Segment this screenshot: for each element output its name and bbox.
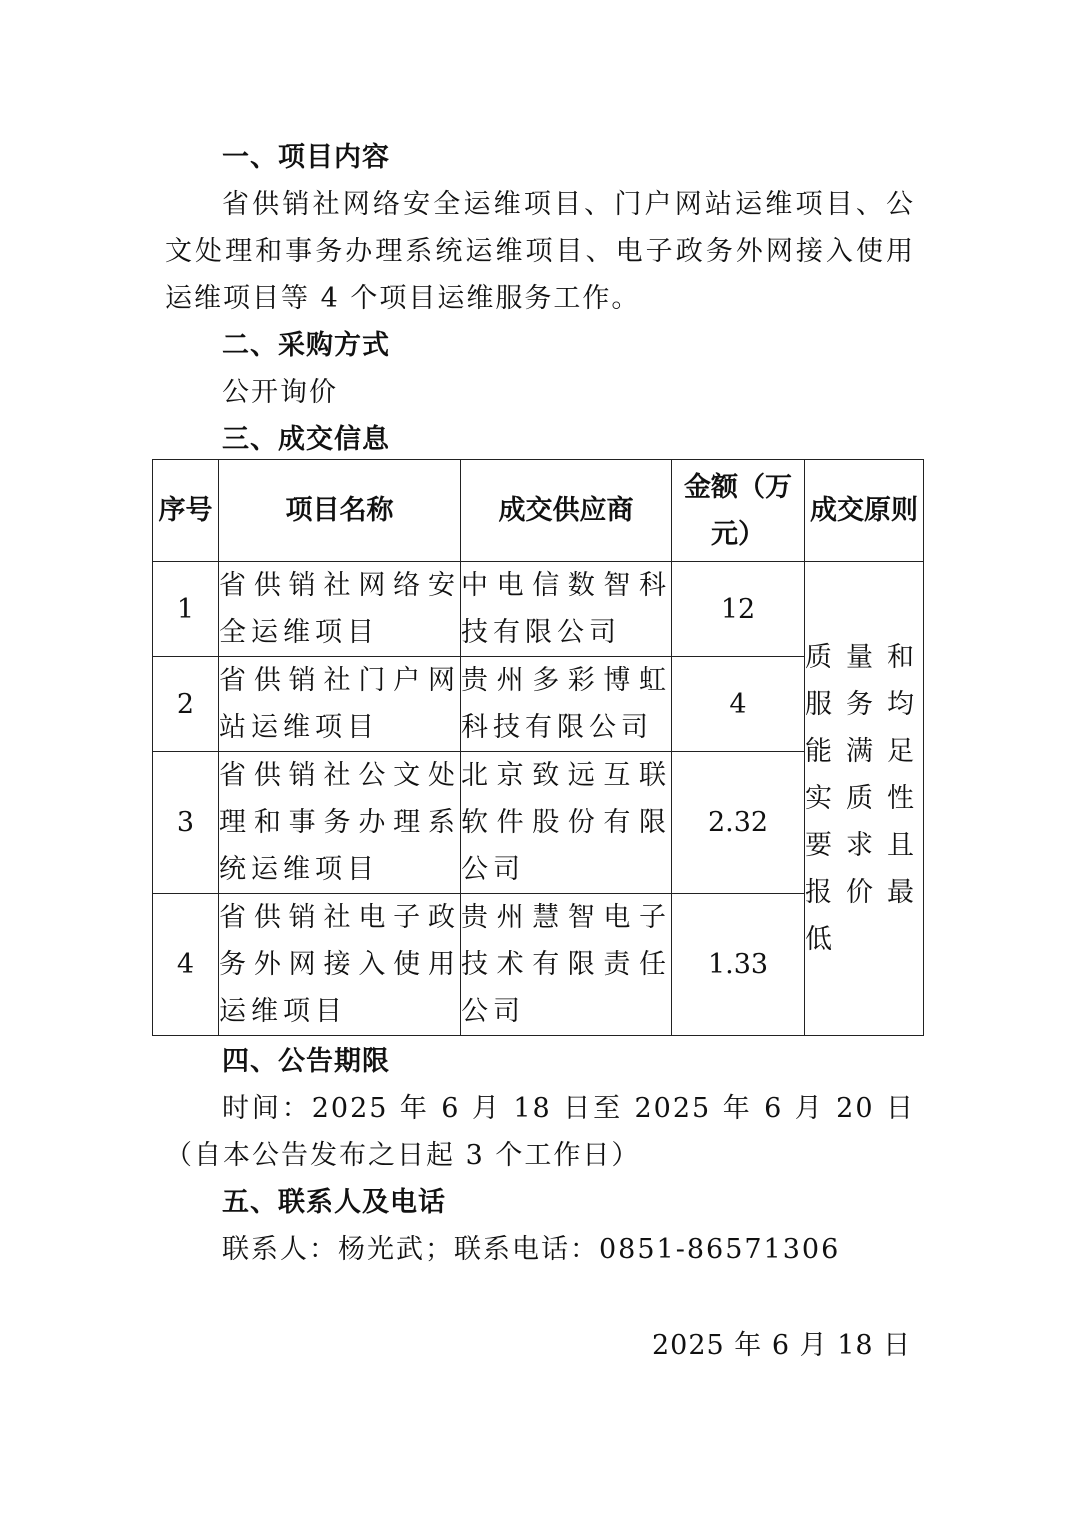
row-index: 2 (153, 657, 219, 752)
row-amount: 1.33 (672, 894, 805, 1036)
section-1-text: 省供销社网络安全运维项目、门户网站运维项目、公文处理和事务办理系统运维项目、电子政务外网接入使用运维项目等 4 个项目运维服务工作。 (165, 189, 915, 314)
header-index: 序号 (153, 460, 219, 562)
header-supplier: 成交供应商 (461, 460, 672, 562)
row-supplier: 贵州多彩博虹科技有限公司 (461, 657, 672, 752)
row-amount: 2.32 (672, 752, 805, 894)
row-supplier: 中电信数智科技有限公司 (461, 562, 672, 657)
section-3-heading: 三、成交信息 (222, 424, 390, 455)
award-principle: 质量和服务均能满足实质性要求且报价最低 (805, 562, 924, 1036)
row-supplier: 贵州慧智电子技术有限责任公司 (461, 894, 672, 1036)
section-4-text: 时间：2025 年 6 月 18 日至 2025 年 6 月 20 日（自本公告发布之日起 3 个工作日） (165, 1093, 915, 1171)
row-project: 省供销社门户网站运维项目 (219, 657, 461, 752)
row-project: 省供销社网络安全运维项目 (219, 562, 461, 657)
header-project: 项目名称 (219, 460, 461, 562)
publish-date: 2025 年 6 月 18 日 (652, 1330, 912, 1361)
result-table (152, 459, 924, 1036)
section-5-heading: 五、联系人及电话 (222, 1187, 446, 1218)
row-index: 1 (153, 562, 219, 657)
row-index: 4 (153, 894, 219, 1036)
row-amount: 4 (672, 657, 805, 752)
table-row (153, 562, 924, 657)
section-2-heading: 二、采购方式 (222, 330, 390, 361)
row-amount: 12 (672, 562, 805, 657)
header-amount: 金额（万元） (672, 460, 805, 562)
row-index: 3 (153, 752, 219, 894)
row-project: 省供销社公文处理和事务办理系统运维项目 (219, 752, 461, 894)
section-4-heading: 四、公告期限 (222, 1046, 390, 1077)
row-project: 省供销社电子政务外网接入使用运维项目 (219, 894, 461, 1036)
section-5-text: 联系人：杨光武；联系电话：0851-86571306 (222, 1234, 841, 1265)
header-principle: 成交原则 (805, 460, 924, 562)
section-2-text: 公开询价 (222, 377, 338, 408)
row-supplier: 北京致远互联软件股份有限公司 (461, 752, 672, 894)
table-header-row (153, 460, 924, 562)
section-1-heading: 一、项目内容 (222, 142, 390, 173)
